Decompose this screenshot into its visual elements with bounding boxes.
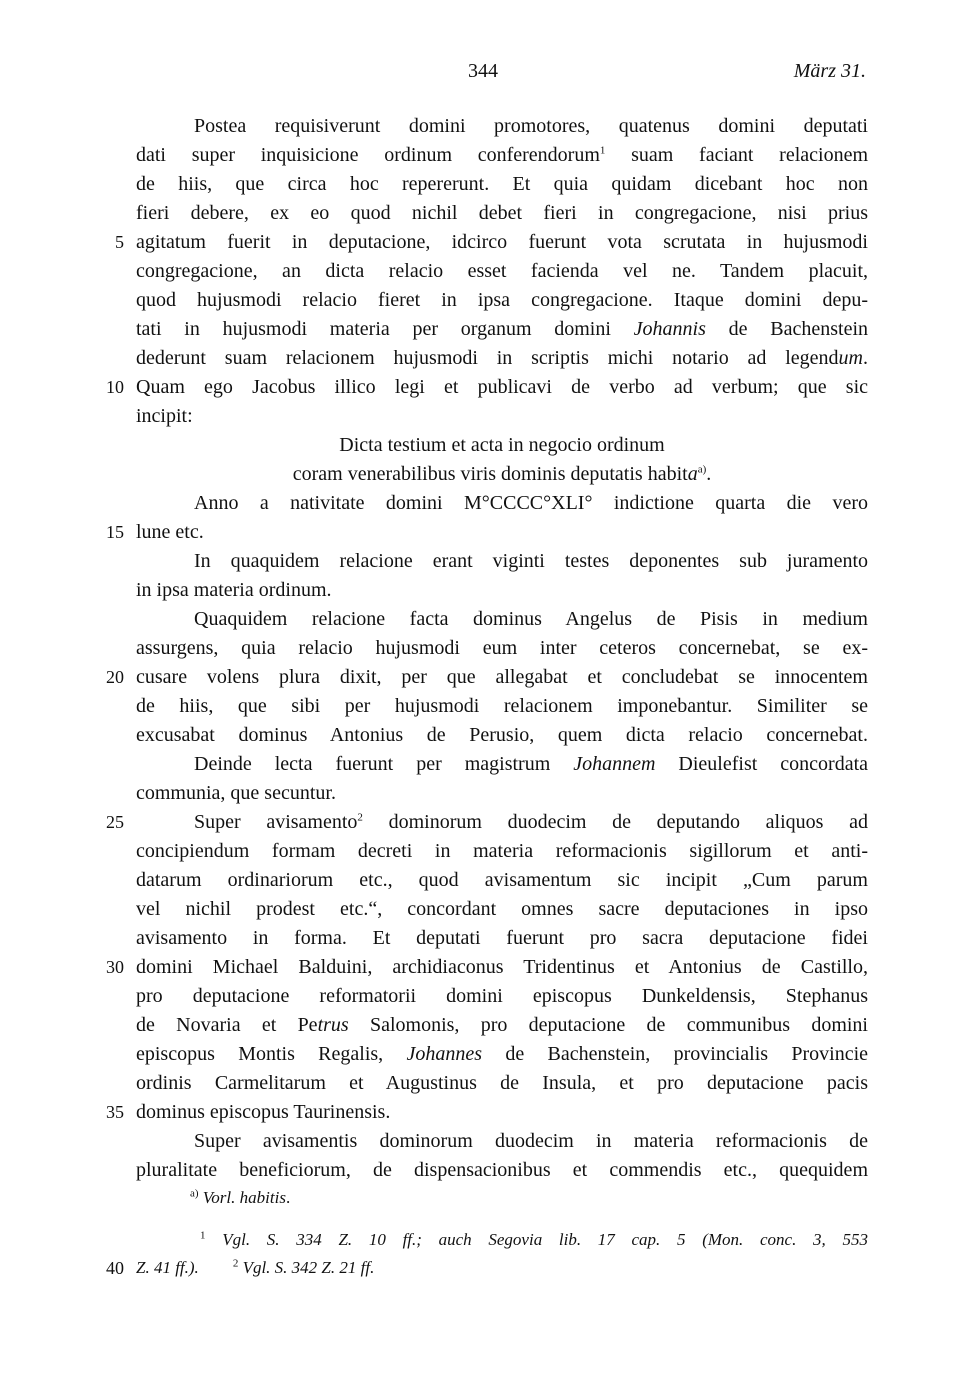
footnote-a: $^{a)}$ Vorl. habitis. <box>190 1187 291 1207</box>
text-line: lune etc. <box>136 521 204 543</box>
text-line: Super avisamento$^2$ dominorum duodecim de deputando aliquos ad <box>194 811 868 833</box>
line-number: 20 <box>106 667 124 687</box>
text-line: excusabat dominus Antonius de Perusio, quem dicta relacio concernebat. <box>136 724 868 746</box>
text-line: datarum ordinariorum etc., quod avisamentum sic incipit „Cum parum <box>136 869 868 891</box>
text-line: dati super inquisicione ordinum conferendorum$^1$ suam faciant relacionem <box>136 144 868 166</box>
text-line: pro deputacione reformatorii domini episcopus Dunkeldensis, Stephanus <box>136 985 868 1007</box>
line-number: 40 <box>106 1258 124 1278</box>
text-line: de Novaria et Petrus Salomonis, pro deputacione de communibus domini <box>136 1014 868 1036</box>
text-line: episcopus Montis Regalis, Johannes de Bachenstein, provincialis Provincie <box>136 1043 869 1065</box>
line-number: 25 <box>106 812 124 832</box>
text-line: avisamento in forma. Et deputati fuerunt pro sacra deputacione fidei <box>136 927 868 949</box>
text-line: communia, que secuntur. <box>136 782 336 804</box>
text-line: de hiis, que sibi per hujusmodi relacionem imponebantur. Similiter se <box>136 695 868 717</box>
text-line: in ipsa materia ordinum. <box>136 579 332 601</box>
text-line: fieri debere, ex eo quod nichil debet fieri in congregacione, nisi prius <box>136 202 868 224</box>
text-line: tati in hujusmodi materia per organum domini Johannis de Bachenstein <box>136 318 868 340</box>
header-date: März 31. <box>793 60 866 82</box>
text-line: Quaquidem relacione facta dominus Angelus de Pisis in medium <box>194 608 868 630</box>
text-line: In quaquidem relacione erant viginti testes deponentes sub juramento <box>194 550 868 572</box>
footnote-1-continuation: Z. 41 ff.). $^2$ Vgl. S. 342 Z. 21 ff. <box>136 1257 375 1277</box>
text-line: congregacione, an dicta relacio esset facienda vel ne. Tandem placuit, <box>136 260 868 282</box>
text-line: quod hujusmodi relacio fieret in ipsa congregacione. Itaque domini depu- <box>136 289 868 311</box>
text-line-centered: Dicta testium et acta in negocio ordinum <box>339 434 665 456</box>
line-number: 5 <box>115 232 124 252</box>
line-number: 10 <box>106 377 124 397</box>
line-number: 30 <box>106 957 124 977</box>
text-line-centered: coram venerabilibus viris dominis deputatis habita$^{a)}$. <box>292 463 712 485</box>
text-line: de hiis, que circa hoc repererunt. Et quia quidam dicebant hoc non <box>136 173 868 195</box>
text-line: Postea requisiverunt domini promotores, quatenus domini deputati <box>194 115 868 137</box>
text-line: Anno a nativitate domini M°CCCC°XLI° indictione quarta die vero <box>194 492 868 514</box>
text-line: domini Michael Balduini, archidiaconus Tridentinus et Antonius de Castillo, <box>136 956 868 978</box>
text-line: pluralitate beneficiorum, de dispensacionibus et commendis etc., quequidem <box>136 1159 868 1181</box>
page-number: 344 <box>468 60 498 82</box>
footnote-1: $^1$ Vgl. S. 334 Z. 10 ff.; auch Segovia lib. 17 cap. 5 (Mon. conc. 3, 553 <box>200 1229 869 1249</box>
text-line: incipit: <box>136 405 193 427</box>
text-line: cusare volens plura dixit, per que allegabat et concludebat se innocentem <box>136 666 868 688</box>
line-number: 35 <box>106 1102 124 1122</box>
text-line: dederunt suam relacionem hujusmodi in scriptis michi notario ad legendum. <box>136 347 868 369</box>
text-line: ordinis Carmelitarum et Augustinus de Insula, et pro deputacione pacis <box>136 1072 868 1094</box>
text-line: dominus episcopus Taurinensis. <box>136 1101 391 1123</box>
text-line: assurgens, quia relacio hujusmodi eum inter ceteros concernebat, se ex- <box>136 637 868 659</box>
text-line: Deinde lecta fuerunt per magistrum Johannem Dieulefist concordata <box>194 753 869 775</box>
line-number: 15 <box>106 522 124 542</box>
text-line: Quam ego Jacobus illico legi et publicavi de verbo ad verbum; que sic <box>136 376 868 398</box>
text-line: Super avisamentis dominorum duodecim in materia reformacionis de <box>194 1130 868 1152</box>
text-line: concipiendum formam decreti in materia reformacionis sigillorum et anti- <box>136 840 868 862</box>
text-line: agitatum fuerit in deputacione, idcirco fuerunt vota scrutata in hujusmodi <box>136 231 868 253</box>
text-line: vel nichil prodest etc.“, concordant omnes sacre deputaciones in ipso <box>136 898 868 920</box>
